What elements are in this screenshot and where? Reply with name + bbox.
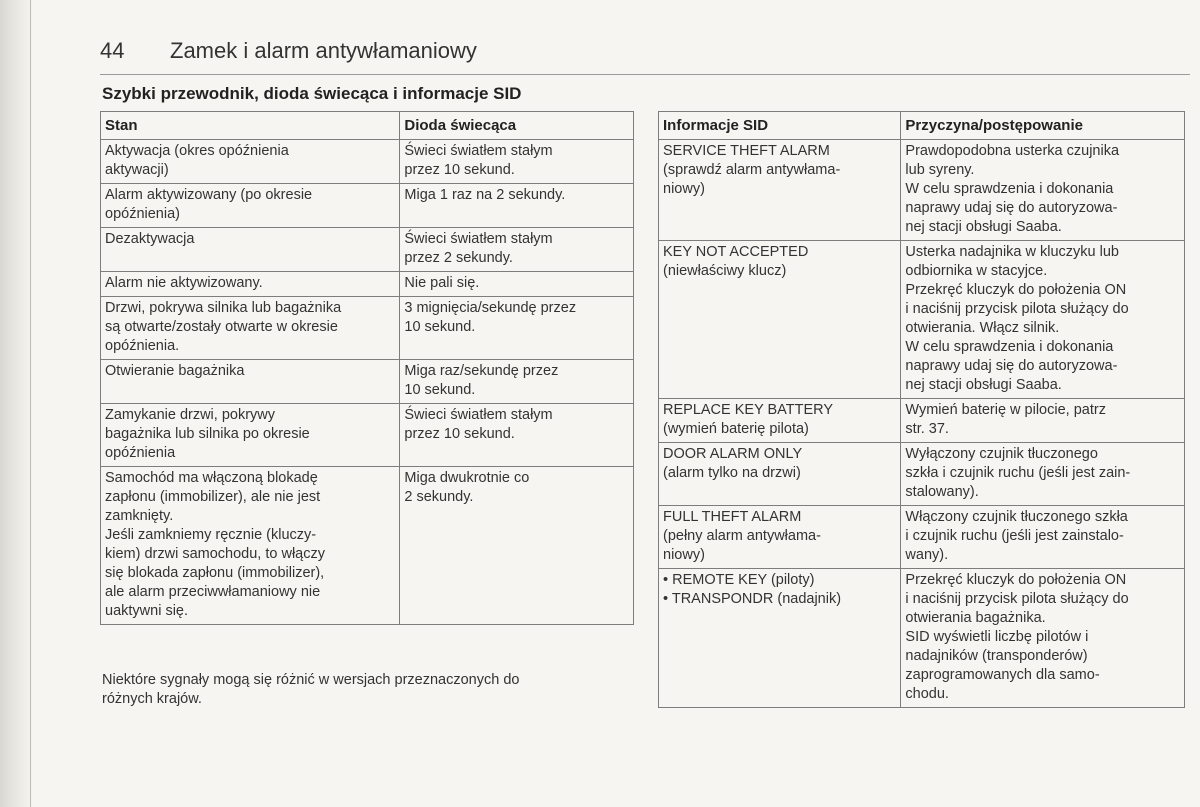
sid-message-cell: SERVICE THEFT ALARM (sprawdź alarm antywłama- niowy) [659, 140, 901, 241]
led-cell: Świeci światłem stałym przez 10 sekund. [400, 404, 634, 467]
table-row [659, 569, 1185, 708]
led-cell: 3 mignięcia/sekundę przez 10 sekund. [400, 297, 634, 360]
sid-message-cell: FULL THEFT ALARM (pełny alarm antywłama- niowy) [659, 506, 901, 569]
state-cell: Zamykanie drzwi, pokrywy bagażnika lub silnika po okresie opóźnienia [101, 404, 400, 467]
column-header-state: Stan [101, 112, 400, 140]
page-binding-edge [30, 0, 31, 807]
cause-cell: Wyłączony czujnik tłuczonego szkła i czujnik ruchu (jeśli jest zain- stalowany). [901, 443, 1185, 506]
state-cell: Aktywacja (okres opóźnienia aktywacji) [101, 140, 400, 184]
column-header-cause: Przyczyna/postępowanie [901, 112, 1185, 140]
table-row [101, 467, 634, 625]
footnote: Niektóre sygnały mogą się różnić w wersjach przeznaczonych do różnych krajów. [102, 672, 520, 707]
column-header-sid: Informacje SID [659, 112, 901, 140]
chapter-title: Zamek i alarm antywłamaniowy [170, 38, 477, 63]
state-cell: Otwieranie bagażnika [101, 360, 400, 404]
table-row [659, 399, 1185, 443]
table-row [101, 360, 634, 404]
sid-info-table [658, 111, 1185, 708]
table-header-row [659, 112, 1185, 140]
led-cell: Świeci światłem stałym przez 10 sekund. [400, 140, 634, 184]
table-row [101, 297, 634, 360]
table-row [101, 184, 634, 228]
state-cell: Alarm aktywizowany (po okresie opóźnienia) [101, 184, 400, 228]
table-row [659, 506, 1185, 569]
table-row [659, 241, 1185, 399]
state-cell: Drzwi, pokrywa silnika lub bagażnika są otwarte/zostały otwarte w okresie opóźnienia. [101, 297, 400, 360]
led-cell: Miga raz/sekundę przez 10 sekund. [400, 360, 634, 404]
led-cell: Nie pali się. [400, 272, 634, 297]
table-row [659, 140, 1185, 241]
table-row [101, 140, 634, 184]
sid-message-cell: REPLACE KEY BATTERY (wymień baterię pilota) [659, 399, 901, 443]
led-cell: Świeci światłem stałym przez 2 sekundy. [400, 228, 634, 272]
page-binding-shadow [0, 0, 34, 807]
page-header [100, 38, 1190, 64]
led-cell: Miga 1 raz na 2 sekundy. [400, 184, 634, 228]
header-rule [100, 74, 1190, 75]
led-cell: Miga dwukrotnie co 2 sekundy. [400, 467, 634, 625]
state-cell: Samochód ma włączoną blokadę zapłonu (immobilizer), ale nie jest zamknięty. Jeśli zamkniemy ręcznie (kluczy- kiem) drzwi samochodu, to włączy się blokada zapłonu (immobilizer), ale alarm przeciwwłamaniowy nie uaktywni się. [101, 467, 400, 625]
sid-message-cell: • REMOTE KEY (piloty) • TRANSPONDR (nadajnik) [659, 569, 901, 708]
table-row [659, 443, 1185, 506]
cause-cell: Przekręć kluczyk do położenia ON i naciśnij przycisk pilota służący do otwierania bagażnika. SID wyświetli liczbę pilotów i nadajników (transponderów) zaprogramowanych dla samo- chodu. [901, 569, 1185, 708]
sid-message-cell: DOOR ALARM ONLY (alarm tylko na drzwi) [659, 443, 901, 506]
cause-cell: Wymień baterię w pilocie, patrz str. 37. [901, 399, 1185, 443]
table-row [101, 272, 634, 297]
cause-cell: Usterka nadajnika w kluczyku lub odbiornika w stacyjce. Przekręć kluczyk do położenia ON i naciśnij przycisk pilota służący do otwierania. Włącz silnik. W celu sprawdzenia i dokonania naprawy udaj się do autoryzowa- nej stacji obsługi Saaba. [901, 241, 1185, 399]
table-row [101, 404, 634, 467]
table-row [101, 228, 634, 272]
page-number: 44 [100, 38, 125, 63]
state-cell: Alarm nie aktywizowany. [101, 272, 400, 297]
table-header-row [101, 112, 634, 140]
status-led-table [100, 111, 634, 625]
section-title: Szybki przewodnik, dioda świecąca i informacje SID [102, 84, 522, 103]
cause-cell: Włączony czujnik tłuczonego szkła i czujnik ruchu (jeśli jest zainstalo- wany). [901, 506, 1185, 569]
sid-message-cell: KEY NOT ACCEPTED (niewłaściwy klucz) [659, 241, 901, 399]
column-header-led: Dioda świecąca [400, 112, 634, 140]
cause-cell: Prawdopodobna usterka czujnika lub syreny. W celu sprawdzenia i dokonania naprawy udaj się do autoryzowa- nej stacji obsługi Saaba. [901, 140, 1185, 241]
state-cell: Dezaktywacja [101, 228, 400, 272]
